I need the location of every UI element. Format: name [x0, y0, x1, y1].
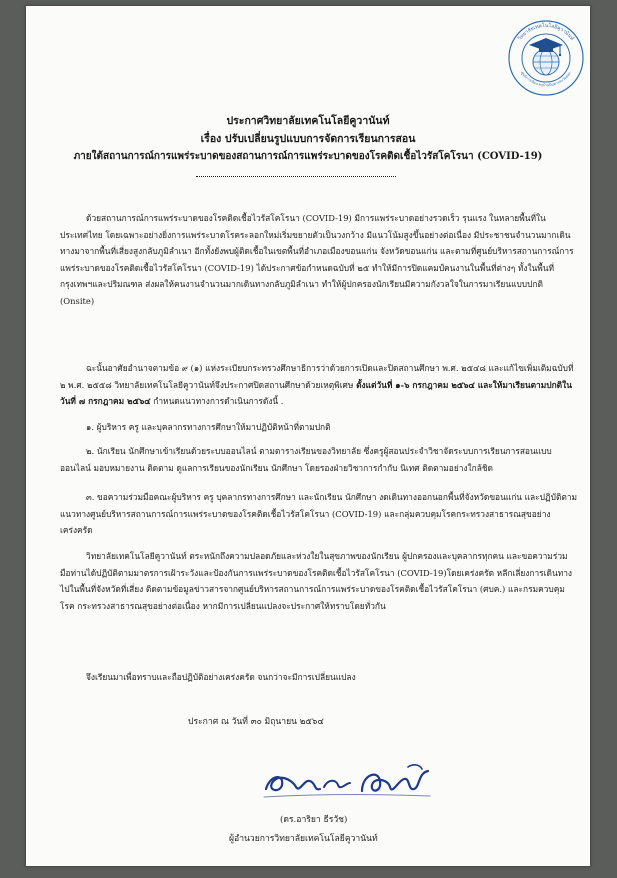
- handwritten-signature: [258, 761, 448, 801]
- paragraph-closure-order: [60, 360, 578, 410]
- logo-top-text: วิทยาลัยเทคโนโลยีคูวานันท์: [517, 22, 575, 42]
- graduation-cap-globe-icon: [507, 18, 585, 98]
- announcement-date: ประกาศ ณ วันที่ ๓๐ มิถุนายน ๒๕๖๔: [188, 717, 324, 727]
- dotted-divider: [196, 176, 396, 177]
- signatory-position: ผู้อำนวยการวิทยาลัยเทคโนโลยีคูวานันท์: [229, 834, 378, 844]
- list-item-3-text: ๓. ขอความร่วมมือคณะผู้บริหาร ครู บุคลากรทางการศึกษา และนักเรียน นักศึกษา งดเดินทางออกนอกพื้นที่จังหวัดขอนแก่น และปฏิบัติตามแนวทางศูนย์บริหารสถานการณ์การแพร่ระบาดของโรคติดเชื้อไวรัสโคโรนา (COVID-19) และกลุ่มควบคุมโรคกระทรวงสาธารณสุขอย่างเคร่งครัด: [60, 492, 578, 535]
- announcement-context: ภายใต้สถานการณ์การแพร่ระบาดของสถานการณ์การแพร่ระบาดของโรคติดเชื้อไวรัสโคโรนา (COVID-19): [73, 151, 543, 162]
- document-page: [26, 6, 590, 866]
- announcement-title: ประกาศวิทยาลัยเทคโนโลยีคูวานันท์: [226, 115, 390, 127]
- list-item-1: [60, 419, 578, 436]
- logo-bottom-text: ศูนย์การเรียน ครูบ้านบินทางตะวันออก: [520, 71, 572, 88]
- closure-dates: ตั้งแต่วันที่ ๑-๖ กรกฎาคม ๒๕๖๔ และให้มาเรียนตามปกติในวันที่ ๗ กรกฎาคม ๒๕๖๔: [60, 379, 572, 406]
- paragraph-situation: [60, 210, 578, 309]
- paragraph-situation-text: ด้วยสถานการณ์การแพร่ระบาดของโรคติดเชื้อไวรัสโคโรนา (COVID-19) มีการแพร่ระบาดอย่างรวดเร็ว รุนแรง ในหลายพื้นที่ในประเทศไทย โดยเฉพาะอย่างยิ่งการแพร่ระบาดโรคระลอกใหม่เริ่มขยายตัวเป็นวงกว้าง มีแนวโน้มสูงขึ้นอย่างต่อเนื่อง มีประชาชนจำนวนมากเดินทางมาจากพื้นที่เสี่ยงสูงกลับภูมิลำเนา อีกทั้งยังพบผู้ติดเชื้อในเขตพื้นที่อำเภอเมืองขอนแก่น จังหวัดขอนแก่น และตามที่ศูนย์บริหารสถานการณ์การแพร่ระบาดของโรคติดเชื้อไวรัสโคโรนา (COVID-19) ได้ประกาศข้อกำหนดฉบับที่ ๒๕ ทำให้มีการปิดแคมป์คนงานในพื้นที่ต่างๆ ทั้งในพื้นที่กรุงเทพฯและปริมณฑล ส่งผลให้คนงานจำนวนมากเดินทางกลับภูมิลำเนา ทำให้ผู้ปกครองนักเรียนมีความกังวลใจในการมาเรียนแบบปกติ (Onsite): [60, 213, 574, 306]
- signatory-name: (ดร.อาริยา ธีรวัช): [280, 815, 348, 825]
- college-logo: [507, 18, 585, 98]
- list-item-2-text: ๒. นักเรียน นักศึกษาเข้าเรียนด้วยระบบออนไลน์ ตามตารางเรียนของวิทยาลัย ซึ่งครูผู้สอนประจำวิชาจัดระบบการเรียนการสอนแบบออนไลน์ มอบหมายงาน ติดตาม ดูแลการเรียนของนักเรียน นักศึกษา โดยรองฝ่ายวิชาการกำกับ นิเทศ ติดตามอย่างใกล้ชิด: [60, 446, 552, 473]
- closure-order-text: ฉะนั้นอาศัยอำนาจตามข้อ ๙ (๑) แห่งระเบียบกระทรวงศึกษาธิการว่าด้วยการเปิดและปิดสถานศึกษา พ.ศ. ๒๕๔๘ และแก้ไขเพิ่มเติมฉบับที่ ๒ พ.ศ. ๒๕๕๘ วิทยาลัยเทคโนโลยีคูวานันท์จึงประกาศปิดสถานศึกษาด้วยเหตุพิเศษ: [60, 363, 574, 390]
- list-item-2: [60, 443, 578, 476]
- announcement-subject: เรื่อง ปรับเปลี่ยนรูปแบบการจัดการเรียนการสอน: [200, 133, 416, 145]
- paragraph-precautions-text: วิทยาลัยเทคโนโลยีคูวานันท์ ตระหนักถึงความปลอดภัยและห่วงใยในสุขภาพของนักเรียน ผู้ปกครองและบุคลากรทุกคน และขอความร่วมมือท่านได้ปฏิบัติตามมาตรการเฝ้าระวังและป้องกันการแพร่ระบาดของโรคติดเชื้อไวรัสโคโรนา (COVID-19)โดยเคร่งครัด หลีกเลี่ยงการเดินทางไปในพื้นที่จังหวัดที่เสี่ยง ติดตามข้อมูลข่าวสารจากศูนย์บริหารสถานการณ์การแพร่ระบาดของโรคติดเชื้อไวรัสโคโรนา (ศบค.) และกรมควบคุมโรค กระทรวงสาธารณสุขอย่างต่อเนื่อง หากมีการเปลี่ยนแปลงจะประกาศให้ทราบโดยทั่วกัน: [60, 551, 573, 611]
- list-item-1-text: ๑. ผู้บริหาร ครู และบุคลากรทางการศึกษาให้มาปฏิบัติหน้าที่ตามปกติ: [86, 422, 331, 432]
- closing-line: [60, 669, 578, 686]
- list-item-3: [60, 489, 578, 539]
- closing-line-text: จึงเรียนมาเพื่อทราบและถือปฏิบัติอย่างเคร่งครัด จนกว่าจะมีการเปลี่ยนแปลง: [86, 672, 356, 682]
- closure-order-tail: กำหนดแนวทางการดำเนินการดังนี้ .: [153, 396, 284, 406]
- signature-graphic: [258, 761, 448, 801]
- paragraph-precautions: [60, 548, 578, 614]
